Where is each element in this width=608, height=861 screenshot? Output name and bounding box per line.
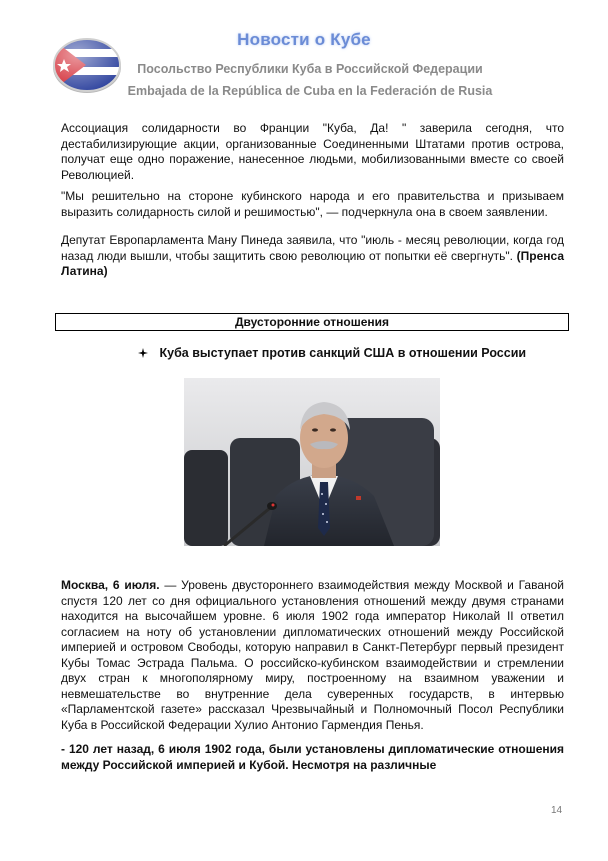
embassy-name-ru: Посольство Республики Куба в Российской Федерации <box>137 62 483 76</box>
article-headline <box>138 346 526 360</box>
dateline: Москва, 6 июля. <box>61 578 160 592</box>
headline-text: Куба выступает против санкций США в отношении России <box>159 346 527 360</box>
paragraph: Ассоциация солидарности во Франции "Куба, Да! " заверила сегодня, что дестабилизирующие акции, организованные Соединенными Штатами против острова, получат еще одно поражение, нанесенное людьми, мобилизованными вместе со своей Революцией. <box>61 121 564 182</box>
paragraph <box>61 233 564 280</box>
paragraph-text: Депутат Европарламента Ману Пинеда заявила, что "июль - месяц революции, когда год назад люди вышли, чтобы защитить свою революцию от попытки её свергнуть". <box>61 233 564 263</box>
diamond-bullet-icon <box>138 346 151 360</box>
ambassador-photo <box>184 378 440 546</box>
article-paragraph <box>61 578 564 733</box>
embassy-name-es: Embajada de la República de Cuba en la Federación de Rusia <box>127 84 493 98</box>
news-source: (Пренса Латина) <box>61 248 564 278</box>
page-number: 14 <box>551 805 563 816</box>
section-heading: Двусторонние отношения <box>55 313 569 331</box>
newsletter-title: Новости о Кубе <box>237 30 371 49</box>
paragraph: "Мы решительно на стороне кубинского народа и его правительства и призываем выразить солидарность силой и решимостью", — подчеркнула она в своем заявлении. <box>61 189 564 219</box>
article-text: — Уровень двустороннего взаимодействия между Москвой и Гаваной спустя 120 лет со дня официального установления отношений между двумя странами находится на высочайшем уровне. 6 июля 1902 года император Николай II ответил согласием на ноту об установлении дипломатических отношений между Российской империей и островом Свободы, которую направил в Санкт-Петербург первый президент Кубы Томас Эстрада Пальма. О российско-кубинском взаимодействии и стремлении двух стран к многополярному миру, построенному на взаимном уважении и невмешательстве во внутренние дела суверенных государств, в интервью «Парламентской газете» рассказал Чрезвычайный и Полномочный Посол Республики Куба в Российской Федерации Хулио Антонио Гармендия Пенья. <box>61 578 565 732</box>
interview-paragraph: - 120 лет назад, 6 июля 1902 года, были установлены дипломатические отношения между Российской империей и Кубой. Несмотря на различные <box>61 742 564 772</box>
